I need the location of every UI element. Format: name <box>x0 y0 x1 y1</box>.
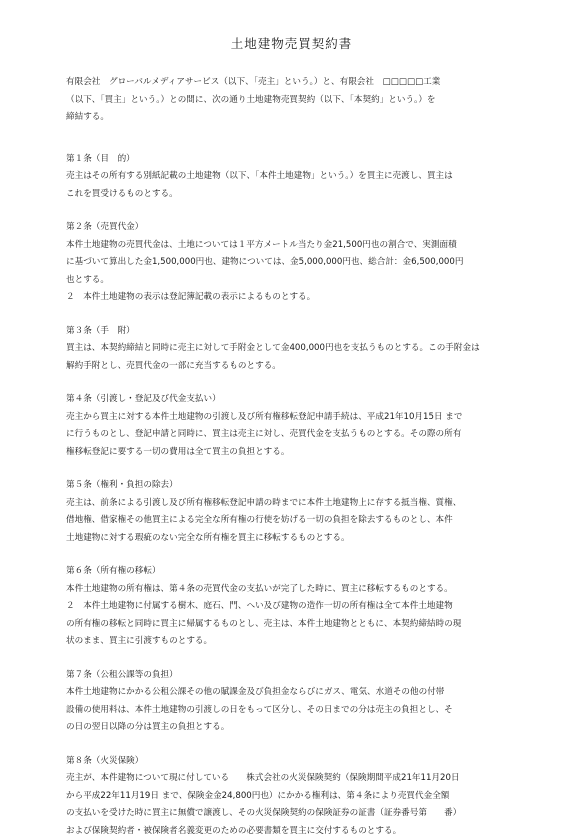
article-body <box>66 581 517 651</box>
article-1 <box>66 151 517 204</box>
article-line: 土地建物に対する瑕疵のない完全な所有権を買主に移転するものとする。 <box>66 530 517 548</box>
article-line: に行うものとし、登記申請と同時に、買主は売主に対し、売買代金を支払うものとする。その際の所有 <box>66 426 517 444</box>
article-body <box>66 770 517 840</box>
article-line: 借地権、借家権その他買主による完全な所有権の行使を妨げる一切の負担を除去するものとし、本件 <box>66 512 517 530</box>
article-line: および保険契約者・被保険者名義変更のための必要書類を買主に交付するものとする。 <box>66 823 517 840</box>
article-line: 権移転登記に要する一切の費用は全て買主の負担とする。 <box>66 444 517 462</box>
article-line: 也とする。 <box>66 272 517 290</box>
article-body <box>66 409 517 462</box>
article-heading: 第８条（火災保険） <box>66 753 517 771</box>
article-line: 本件土地建物にかかる公租公課その他の賦課金及び負担金ならびにガス、電気、水道その他の付帯 <box>66 684 517 702</box>
article-heading: 第７条（公租公課等の負担） <box>66 667 517 685</box>
article-line: ２ 本件土地建物に付属する樹木、庭石、門、へい及び建物の造作一切の所有権は全て本件土地建物 <box>66 598 517 616</box>
article-line: の支払いを受けた時に買主に無償で譲渡し、その火災保険契約の保険証券の証書（証券番号第 番） <box>66 805 517 823</box>
article-heading: 第５条（権利・負担の除去） <box>66 477 517 495</box>
article-line: 状のまま、買主に引渡すものとする。 <box>66 633 517 651</box>
article-line: 売主は、前条による引渡し及び所有権移転登記申請の時までに本件土地建物上に存する抵当権、質権、 <box>66 495 517 513</box>
article-heading: 第２条（売買代金） <box>66 219 517 237</box>
article-body <box>66 237 517 307</box>
article-line: の日の翌日以降の分は買主の負担とする。 <box>66 719 517 737</box>
article-line: ２ 本件土地建物の表示は登記簿記載の表示によるものとする。 <box>66 289 517 307</box>
article-7 <box>66 667 517 737</box>
article-6 <box>66 563 517 651</box>
intro-line: （以下、「買主」という。）との間に、次の通り土地建物売買契約（以下、「本契約」という。）を <box>66 92 517 110</box>
article-line: 売主から買主に対する本件土地建物の引渡し及び所有権移転登記申請手続は、平成21年10月15日 まで <box>66 409 517 427</box>
article-4 <box>66 391 517 461</box>
article-line: 本件土地建物の所有権は、第４条の売買代金の支払いが完了した時に、買主に移転するものとする。 <box>66 581 517 599</box>
article-heading: 第３条（手 附） <box>66 323 517 341</box>
article-2 <box>66 219 517 307</box>
article-body <box>66 168 517 203</box>
article-body <box>66 495 517 548</box>
article-line: 売主が、本件建物について現に付している 株式会社の火災保険契約（保険期間平成21年11月20日 <box>66 770 517 788</box>
article-line: 本件土地建物の売買代金は、土地については１平方メートル当たり金21,500円也の割合で、実測面積 <box>66 237 517 255</box>
article-8 <box>66 753 517 840</box>
article-line: に基づいて算出した金1,500,000円也、建物については、金5,000,000円也、総合計：金6,500,000円 <box>66 254 517 272</box>
article-5 <box>66 477 517 547</box>
article-line: から平成22年11月19日 まで、保険金金24,800円也）にかかる権利は、第４条により売買代金全額 <box>66 788 517 806</box>
article-line: 売主はその所有する別紙記載の土地建物（以下、「本件土地建物」という。）を買主に売渡し、買主は <box>66 168 517 186</box>
intro-paragraph <box>66 74 517 127</box>
article-heading: 第６条（所有権の移転） <box>66 563 517 581</box>
article-heading: 第４条（引渡し・登記及び代金支払い） <box>66 391 517 409</box>
article-3 <box>66 323 517 376</box>
document-title: 土地建物売買契約書 <box>66 34 517 52</box>
intro-line: 締結する。 <box>66 109 517 127</box>
article-line: 解約手附とし、売買代金の一部に充当するものとする。 <box>66 358 517 376</box>
article-line: これを買受けるものとする。 <box>66 186 517 204</box>
article-heading: 第１条（目 的） <box>66 151 517 169</box>
article-body <box>66 684 517 737</box>
intro-line: 有限会社 グローバルメディアサービス（以下、「売主」という。）と、有限会社 □□□□□工業 <box>66 74 517 92</box>
article-line: 設備の使用料は、本件土地建物の引渡しの日をもって区分し、その日までの分は売主の負担とし、そ <box>66 702 517 720</box>
article-body <box>66 340 517 375</box>
article-line: 買主は、本契約締結と同時に売主に対して手附金として金400,000円也を支払うものとする。この手附金は <box>66 340 517 358</box>
article-line: の所有権の移転と同時に買主に帰属するものとし、売主は、本件土地建物とともに、本契約締結時の現 <box>66 616 517 634</box>
